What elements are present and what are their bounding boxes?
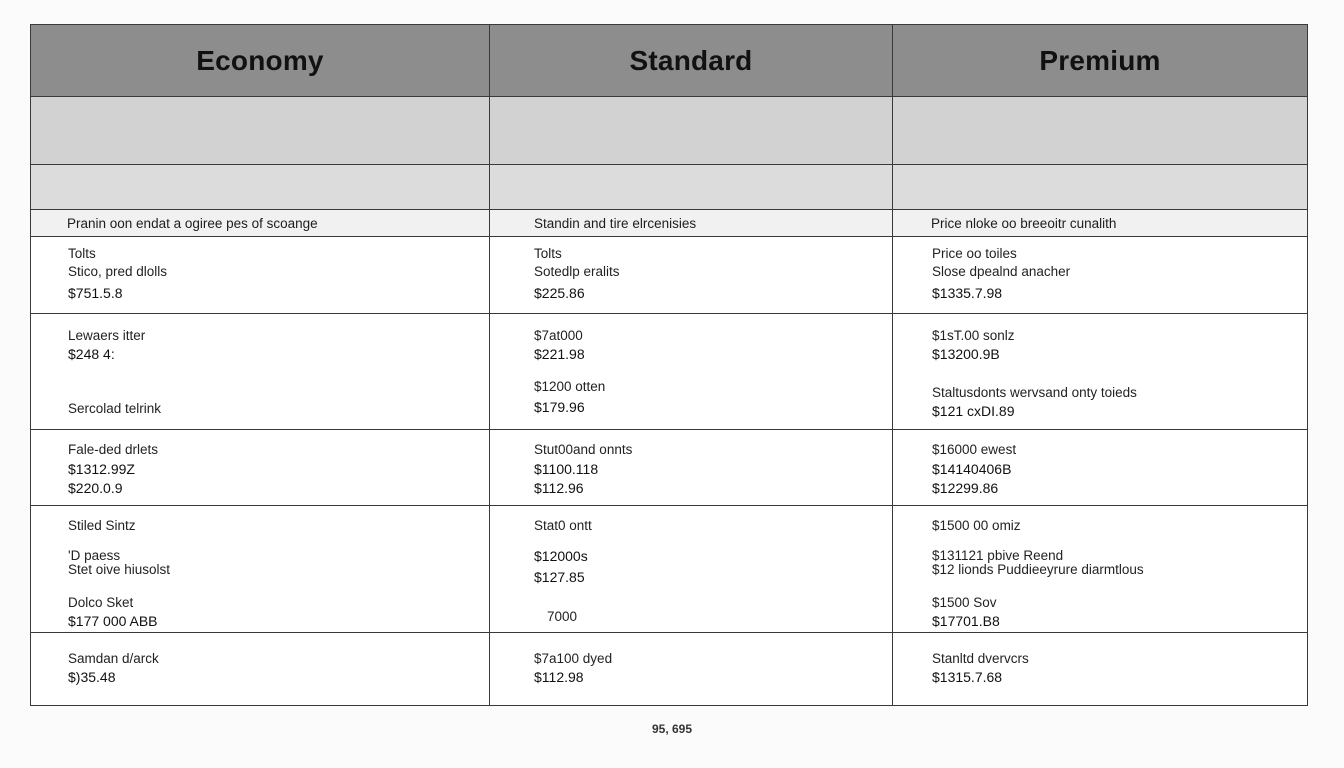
column-note-standard: Standin and tire elrcenisies: [490, 210, 893, 237]
cell-price: $177 000 ABB: [68, 613, 158, 629]
pricing-table: [30, 24, 1308, 706]
table-cell: [893, 633, 1307, 705]
cell-price: $179.96: [534, 399, 585, 415]
cell-price: $112.96: [534, 480, 584, 496]
cell-price: $127.85: [534, 569, 585, 585]
column-header-economy: Economy: [31, 25, 490, 97]
blank-band-cell: [490, 165, 893, 210]
blank-band-cell: [893, 165, 1307, 210]
cell-line: Dolco Sket: [68, 595, 134, 610]
page-footer-number: 95, 695: [651, 722, 693, 736]
cell-line: Stut00and onnts: [534, 442, 633, 457]
cell-line: Stanltd dvervcrs: [932, 651, 1029, 666]
cell-line: Stet oive hiusolst: [68, 562, 171, 577]
cell-line: $12 lionds Puddieeyrure diarmtlous: [932, 562, 1144, 577]
table-cell: [893, 430, 1307, 506]
cell-price: $1335.7.98: [932, 285, 1003, 301]
cell-line: $1500 00 omiz: [932, 518, 1021, 533]
column-note-economy: Pranin oon endat a ogiree pes of scoange: [31, 210, 490, 237]
cell-price: $751.5.8: [68, 285, 123, 301]
cell-line: Stico, pred dlolls: [68, 264, 168, 279]
table-cell: [490, 506, 893, 633]
cell-price: $220.0.9: [68, 480, 123, 496]
cell-price: $14140406B: [932, 461, 1012, 477]
blank-band-cell: [31, 97, 490, 165]
table-cell: [31, 633, 490, 705]
cell-line: $131121 pbive Reend: [932, 548, 1064, 563]
cell-line: Slose dpealnd anacher: [932, 264, 1071, 279]
cell-price: $)35.48: [68, 669, 116, 685]
cell-line: Staltusdonts wervsand onty toieds: [932, 385, 1137, 400]
cell-line: Fale-ded drlets: [68, 442, 159, 457]
cell-line: 7000: [547, 609, 578, 624]
table-cell: [31, 506, 490, 633]
table-cell: [893, 314, 1307, 430]
cell-line: $7a100 dyed: [534, 651, 613, 666]
table-cell: [490, 237, 893, 314]
table-cell: [490, 430, 893, 506]
blank-band-cell: [31, 165, 490, 210]
table-cell: [31, 314, 490, 430]
cell-line: Sercolad telrink: [68, 401, 162, 416]
cell-price: $13200.9B: [932, 346, 1000, 362]
cell-line: $1500 Sov: [932, 595, 997, 610]
cell-line: $1sT.00 sonlz: [932, 328, 1015, 343]
cell-price: $121 cxDI.89: [932, 403, 1015, 419]
cell-price: $12299.86: [932, 480, 999, 496]
cell-price: $1315.7.68: [932, 669, 1003, 685]
pricing-grid: [31, 25, 1307, 705]
cell-line: Stiled Sintz: [68, 518, 136, 533]
cell-price: $248 4:: [68, 346, 115, 362]
cell-line: $7at000: [534, 328, 583, 343]
cell-price: $221.98: [534, 346, 585, 362]
cell-line: Price oo toiles: [932, 246, 1017, 261]
cell-line: Lewaers itter: [68, 328, 146, 343]
table-cell: [31, 430, 490, 506]
table-cell: [490, 633, 893, 705]
cell-line: 'D paess: [68, 548, 121, 563]
column-header-standard: Standard: [490, 25, 893, 97]
table-cell: [31, 237, 490, 314]
cell-price: $225.86: [534, 285, 585, 301]
cell-price: $17701.B8: [932, 613, 1000, 629]
cell-price: $12000s: [534, 548, 588, 564]
cell-line: Tolts: [68, 246, 96, 261]
blank-band-cell: [893, 97, 1307, 165]
table-cell: [893, 237, 1307, 314]
table-cell: [490, 314, 893, 430]
cell-line: Stat0 ontt: [534, 518, 592, 533]
blank-band-cell: [490, 97, 893, 165]
table-cell: [893, 506, 1307, 633]
cell-line: Samdan d/arck: [68, 651, 159, 666]
column-note-premium: Price nloke oo breeoitr cunalith: [893, 210, 1307, 237]
cell-price: $112.98: [534, 669, 584, 685]
cell-line: $1200 otten: [534, 379, 606, 394]
cell-price: $1100.118: [534, 461, 599, 477]
cell-line: Sotedlp eralits: [534, 264, 620, 279]
cell-price: $1312.99Z: [68, 461, 135, 477]
cell-line: $16000 ewest: [932, 442, 1017, 457]
cell-line: Tolts: [534, 246, 562, 261]
column-header-premium: Premium: [893, 25, 1307, 97]
